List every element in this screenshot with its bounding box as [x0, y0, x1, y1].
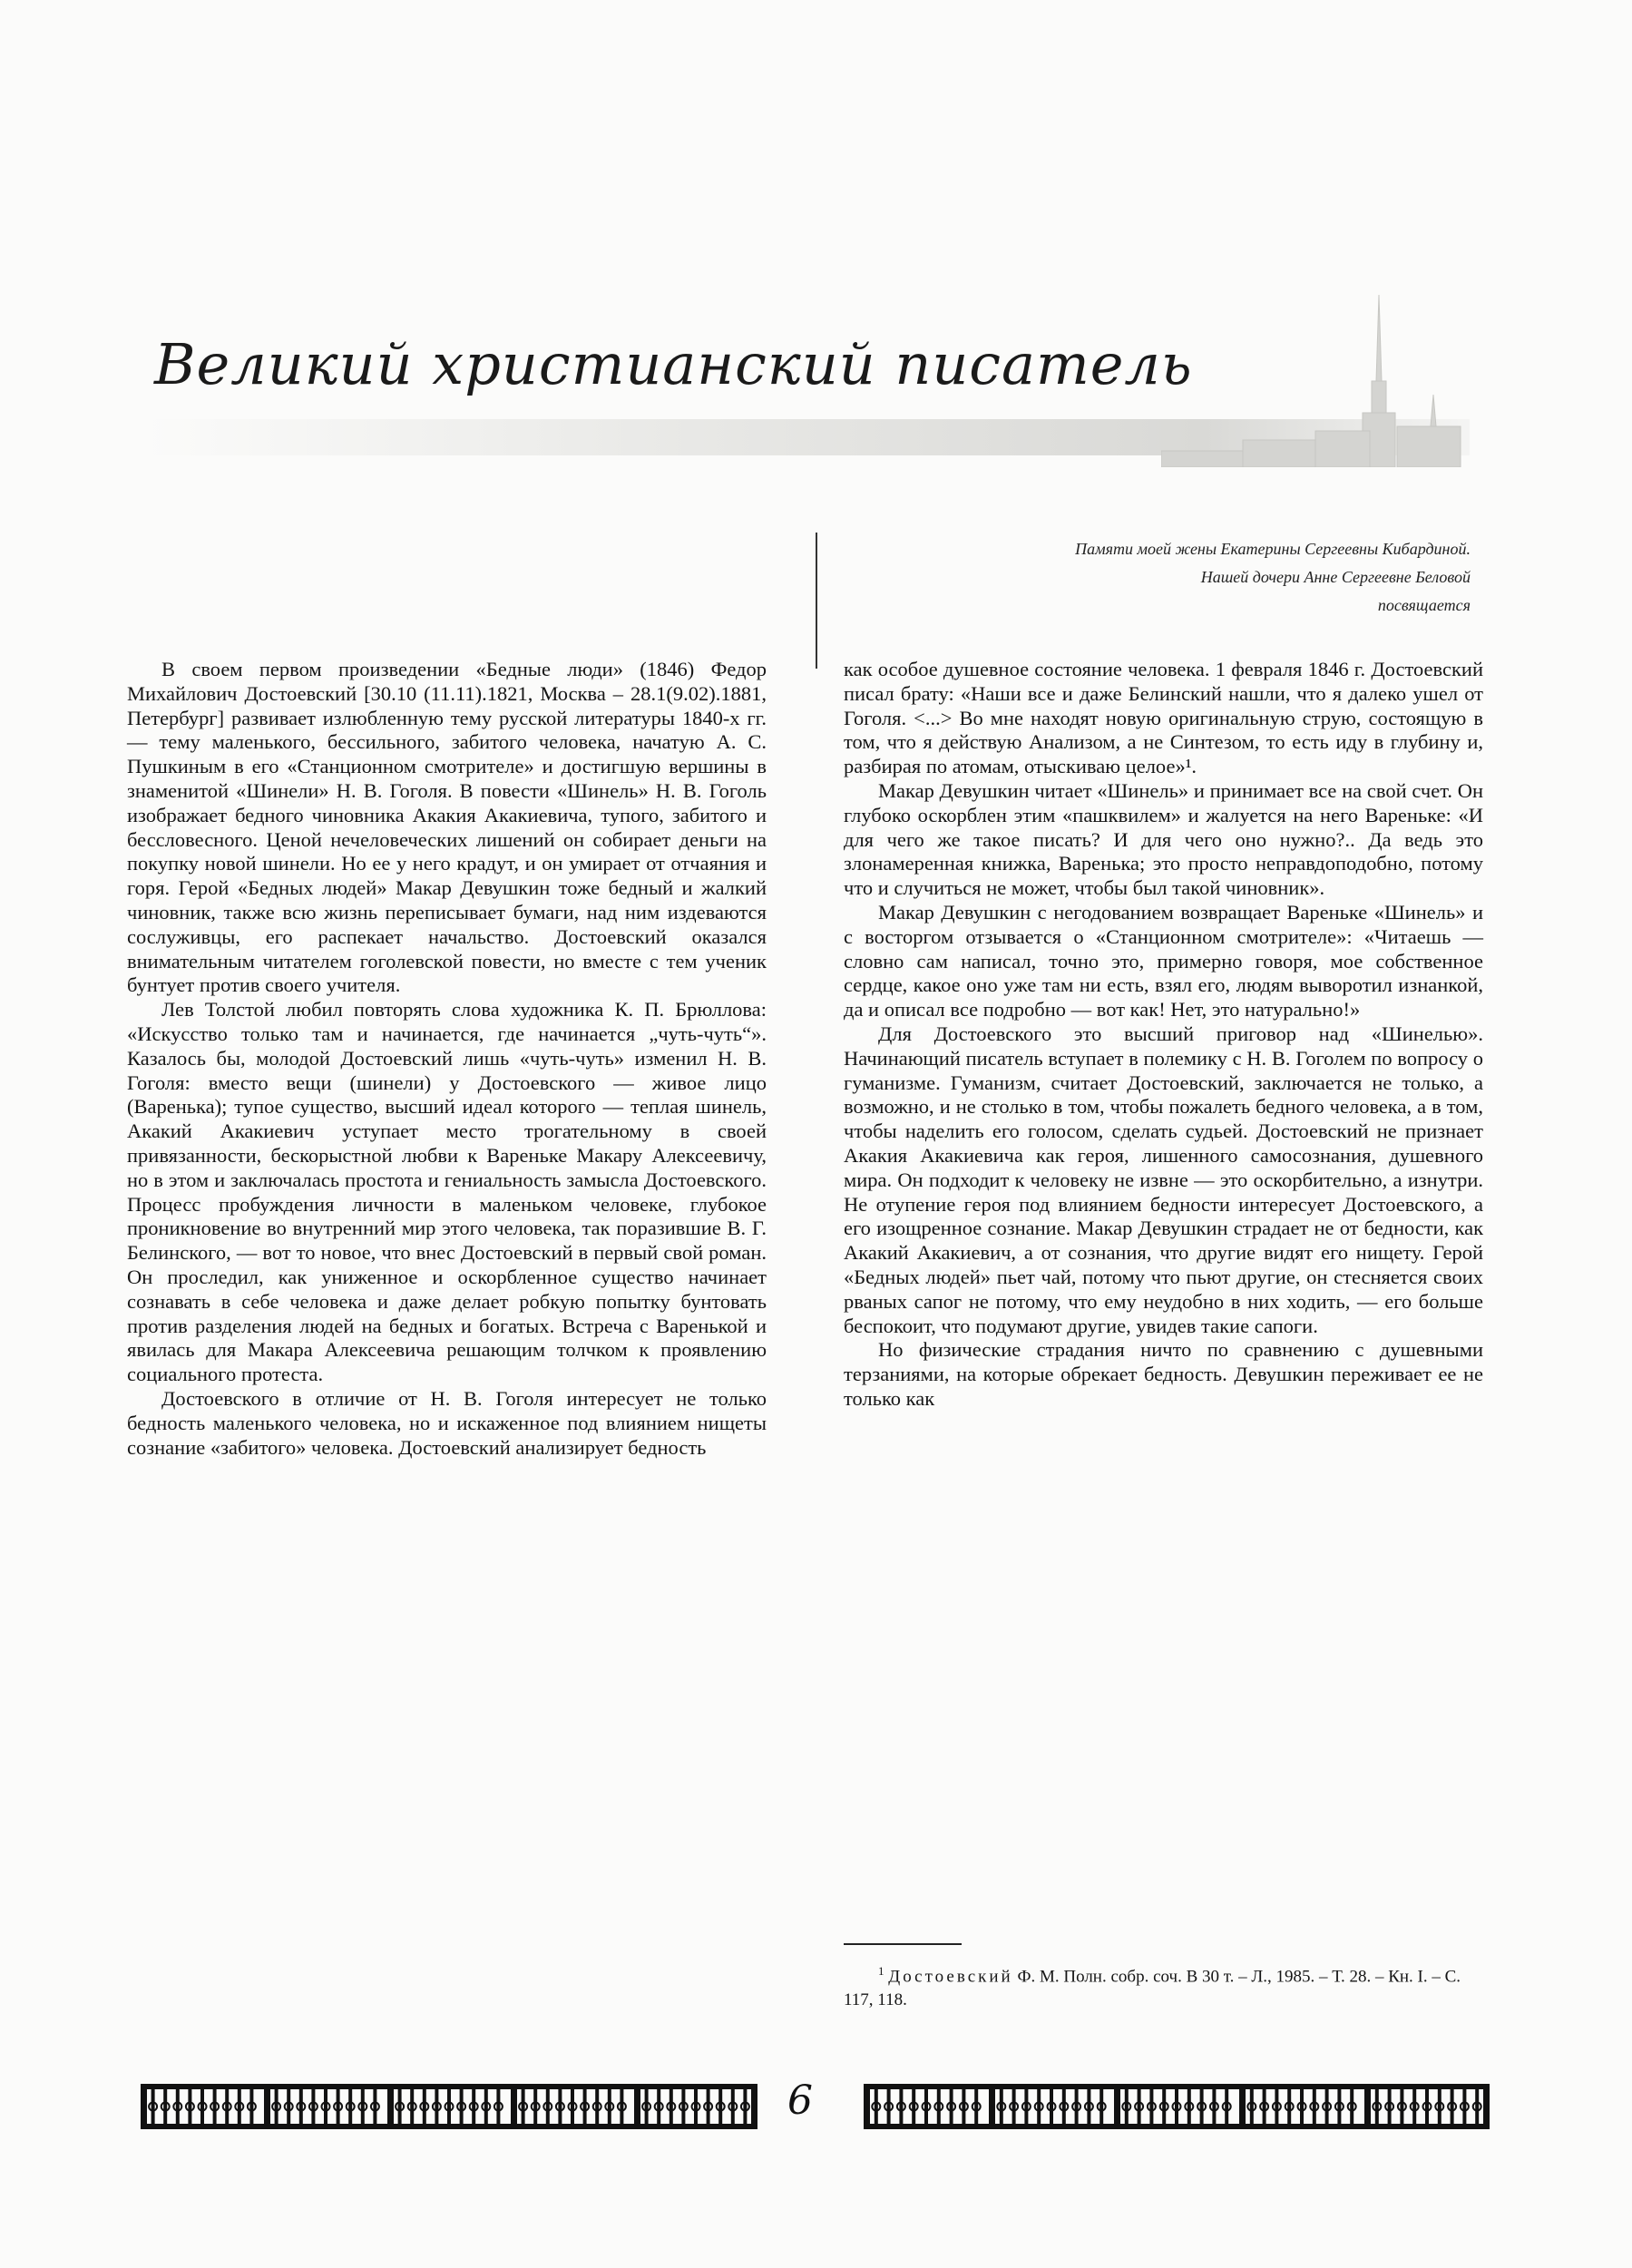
text-column-left	[127, 658, 767, 1460]
dedication-line: Нашей дочери Анне Сергеевне Беловой	[1200, 568, 1471, 586]
paragraph: Достоевского в отличие от Н. В. Гоголя интересует не только бедность маленького человека, но и искаженное под влиянием нищеты сознание «забитого» человека. Достоевский анализирует бедность	[127, 1386, 767, 1459]
dedication	[817, 535, 1471, 620]
page-title: Великий христианский писатель	[154, 331, 1193, 397]
railing-ornament-left	[141, 2082, 757, 2131]
dedication-line: Памяти моей жены Екатерины Сергеевны Кибардиной.	[1075, 540, 1471, 558]
footnote	[844, 1960, 1483, 2012]
paragraph: Лев Толстой любил повторять слова художника К. П. Брюллова: «Искусство только там и начинается, где начинается „чуть-чуть“». Казалось бы, молодой Достоевский лишь «чуть-чуть» изменил Н. В. Гоголя: вместо вещи (шинели) у Достоевского — живое лицо (Варенька); тупое существо, высший идеал которого — теплая шинель, Акакий Акакиевич уступает место трогательному в своей привязанности, бескорыстной любви к Вареньке Макару Алексеевичу, но в этом и заключалась простота и гениальность замысла Достоевского. Процесс пробуждения личности в маленьком человеке, глубокое проникновение во внутренний мир этого человека, так поразившие В. Г. Белинского, — вот то новое, что внес Достоевский в первый свой роман. Он проследил, как униженное и оскорбленное существо начинает сознавать в себе человека и даже делает робкую попытку бунтовать против разделения людей на бедных и богатых. Встреча с Варенькой и явилась для Макара Алексеевича решающим толчком к проявлению социального протеста.	[127, 998, 767, 1386]
footnote-rule	[844, 1943, 962, 1945]
footnote-marker: 1	[878, 1964, 884, 1978]
paragraph: Макар Девушкин с негодованием возвращает Вареньке «Шинель» и с восторгом отзывается о «Станционном смотрителе»: «Читаешь — словно сам написал, точно это, примерно говоря, мое собственное сердце, какое оно уже там ни есть, взял его, людям выворотил изнанкой, да и описал все подробно — вот как! Нет, это натурально!»	[844, 900, 1483, 1022]
paragraph: Для Достоевского это высший приговор над «Шинелью». Начинающий писатель вступает в полемику с Н. В. Гоголем по вопросу о гуманизме. Гуманизм, считает Достоевский, заключается не только, а возможно, и не столько в том, чтобы пожалеть бедного человека, а в том, чтобы наделить его голосом, сделать судьей. Достоевский не признает Акакия Акакиевича как героя, лишенного самосознания, душевного мира. Он подходит к человеку не извне — это оскорбительно, а изнутри. Не отупение героя под влиянием бедности интересует Достоевского, а его изощренное сознание. Макар Девушкин страдает не от бедности, как Акакий Акакиевич, а от сознания, что другие видят его нищету. Герой «Бедных людей» пьет чай, потому что пьют другие, он стесняется своих рваных сапог не потому, что ему неудобно в них ходить, — его больше беспокоит, что подумают другие, увидев такие сапоги.	[844, 1022, 1483, 1337]
paragraph: Макар Девушкин читает «Шинель» и принимает все на свой счет. Он глубоко оскорблен этим «пашквилем» и жалуется на него Вареньке: «И для чего же такое писать? И для чего оно нужно?.. Да ведь это злонамеренная книжка, Варенька; это просто неправдоподобно, потому что и случиться не может, чтобы был такой чиновник».	[844, 778, 1483, 900]
paragraph: В своем первом произведении «Бедные люди» (1846) Федор Михайлович Достоевский [30.10 (11.11).1821, Москва – 28.1(9.02).1881, Петербург] развивает излюбленную тему русской литературы 1840-х гг. — тему маленького, бессильного, забитого человека, начатую А. С. Пушкиным в его «Станционном смотрителе» и достигшую вершины в знаменитой «Шинели» Н. В. Гоголя. В повести «Шинель» Н. В. Гоголь изображает бедного чиновника Акакия Акакиевича, тупого, забитого и бессловесного. Ценой нечеловеческих лишений он собирает деньги на покупку новой шинели. Но ее у него крадут, и он умирает от отчаяния и горя. Герой «Бедных людей» Макар Девушкин тоже бедный и жалкий чиновник, также всю жизнь переписывает бумаги, над ним издеваются сослуживцы, его распекает начальство. Достоевский оказался внимательным читателем гоголевской повести, но вместе с тем ученик бунтует против своего учителя.	[127, 658, 767, 997]
footnote-text: Ф. М. Полн. собр. соч. В 30 т. – Л., 1985. – Т. 28. – Кн. I. – С. 117, 118.	[844, 1967, 1461, 2010]
footnote-author: Достоевский	[888, 1967, 1013, 1987]
cathedral-spire-illustration	[1161, 295, 1470, 467]
dedication-line: посвящается	[1377, 596, 1471, 614]
paragraph: Но физические страдания ничто по сравнению с душевными терзаниями, на которые обрекает бедность. Девушкин переживает ее не только как	[844, 1338, 1483, 1410]
text-column-right	[844, 658, 1483, 1412]
page-number: 6	[787, 2077, 813, 2124]
paragraph: как особое душевное состояние человека. 1 февраля 1846 г. Достоевский писал брату: «Наши все и даже Белинский нашли, что я далеко ушел от Гоголя. <...> Во мне находят новую оригинальную струю, состоящую в том, что я действую Анализом, а не Синтезом, то есть иду в глубину и, разбирая по атомам, отыскиваю целое»¹.	[844, 658, 1483, 778]
railing-ornament-right	[864, 2082, 1490, 2131]
